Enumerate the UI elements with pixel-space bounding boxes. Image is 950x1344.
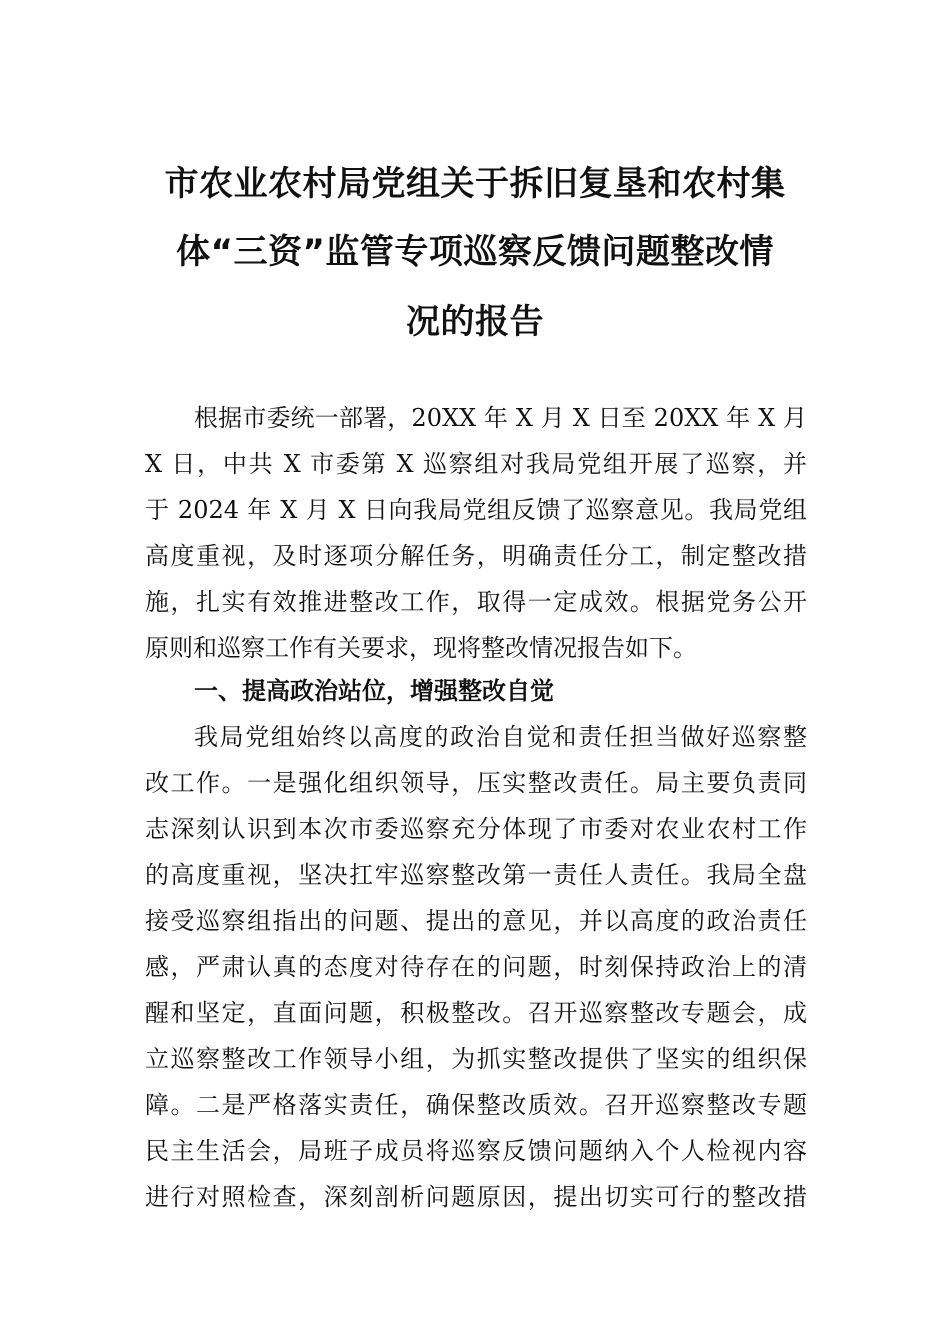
paragraph-2-line-8: 立巡察整改工作领导小组，为抓实整改提供了坚实的组织保 bbox=[145, 1045, 807, 1073]
paragraph-2-line-1: 我局党组始终以高度的政治自觉和责任担当做好巡察整 bbox=[194, 723, 807, 751]
paragraph-2-line-5: 接受巡察组指出的问题、提出的意见，并以高度的政治责任 bbox=[145, 907, 807, 935]
paragraph-1-line-4: 高度重视，及时逐项分解任务，明确责任分工，制定整改措 bbox=[145, 542, 807, 570]
paragraph-2-line-6: 感，严肃认真的态度对待存在的问题，时刻保持政治上的清 bbox=[145, 953, 807, 981]
paragraph-2-line-11: 进行对照检查，深刻剖析问题原因，提出切实可行的整改措 bbox=[145, 1183, 807, 1211]
document-title-line-3: 况的报告 bbox=[406, 302, 544, 342]
paragraph-2-line-9: 障。二是严格落实责任，确保整改质效。召开巡察整改专题 bbox=[145, 1091, 807, 1119]
paragraph-1-line-6: 原则和巡察工作有关要求，现将整改情况报告如下。 bbox=[145, 634, 697, 662]
paragraph-1-line-3: 于 2024 年 X 月 X 日向我局党组反馈了巡察意见。我局党组 bbox=[145, 496, 807, 524]
document-title-line-2: 体“三资”监管专项巡察反馈问题整改情 bbox=[176, 232, 774, 272]
document-title-line-1: 市农业农村局党组关于拆旧复垦和农村集 bbox=[164, 164, 786, 204]
paragraph-2-line-3: 志深刻认识到本次市委巡察充分体现了市委对农业农村工作 bbox=[145, 815, 807, 843]
paragraph-2-line-10: 民主生活会，局班子成员将巡察反馈问题纳入个人检视内容 bbox=[145, 1137, 807, 1165]
paragraph-2-line-4: 的高度重视，坚决扛牢巡察整改第一责任人责任。我局全盘 bbox=[145, 861, 807, 889]
paragraph-2-line-7: 醒和坚定，直面问题，积极整改。召开巡察整改专题会，成 bbox=[145, 999, 807, 1027]
section-1-heading: 一、提高政治站位，增强整改自觉 bbox=[194, 677, 554, 705]
paragraph-1-line-2: X 日，中共 X 市委第 X 巡察组对我局党组开展了巡察，并 bbox=[145, 450, 807, 478]
paragraph-1-line-1: 根据市委统一部署，20XX 年 X 月 X 日至 20XX 年 X 月 bbox=[194, 404, 807, 432]
paragraph-2-line-2: 改工作。一是强化组织领导，压实整改责任。局主要负责同 bbox=[145, 769, 807, 797]
paragraph-1-line-5: 施，扎实有效推进整改工作，取得一定成效。根据党务公开 bbox=[145, 588, 807, 616]
